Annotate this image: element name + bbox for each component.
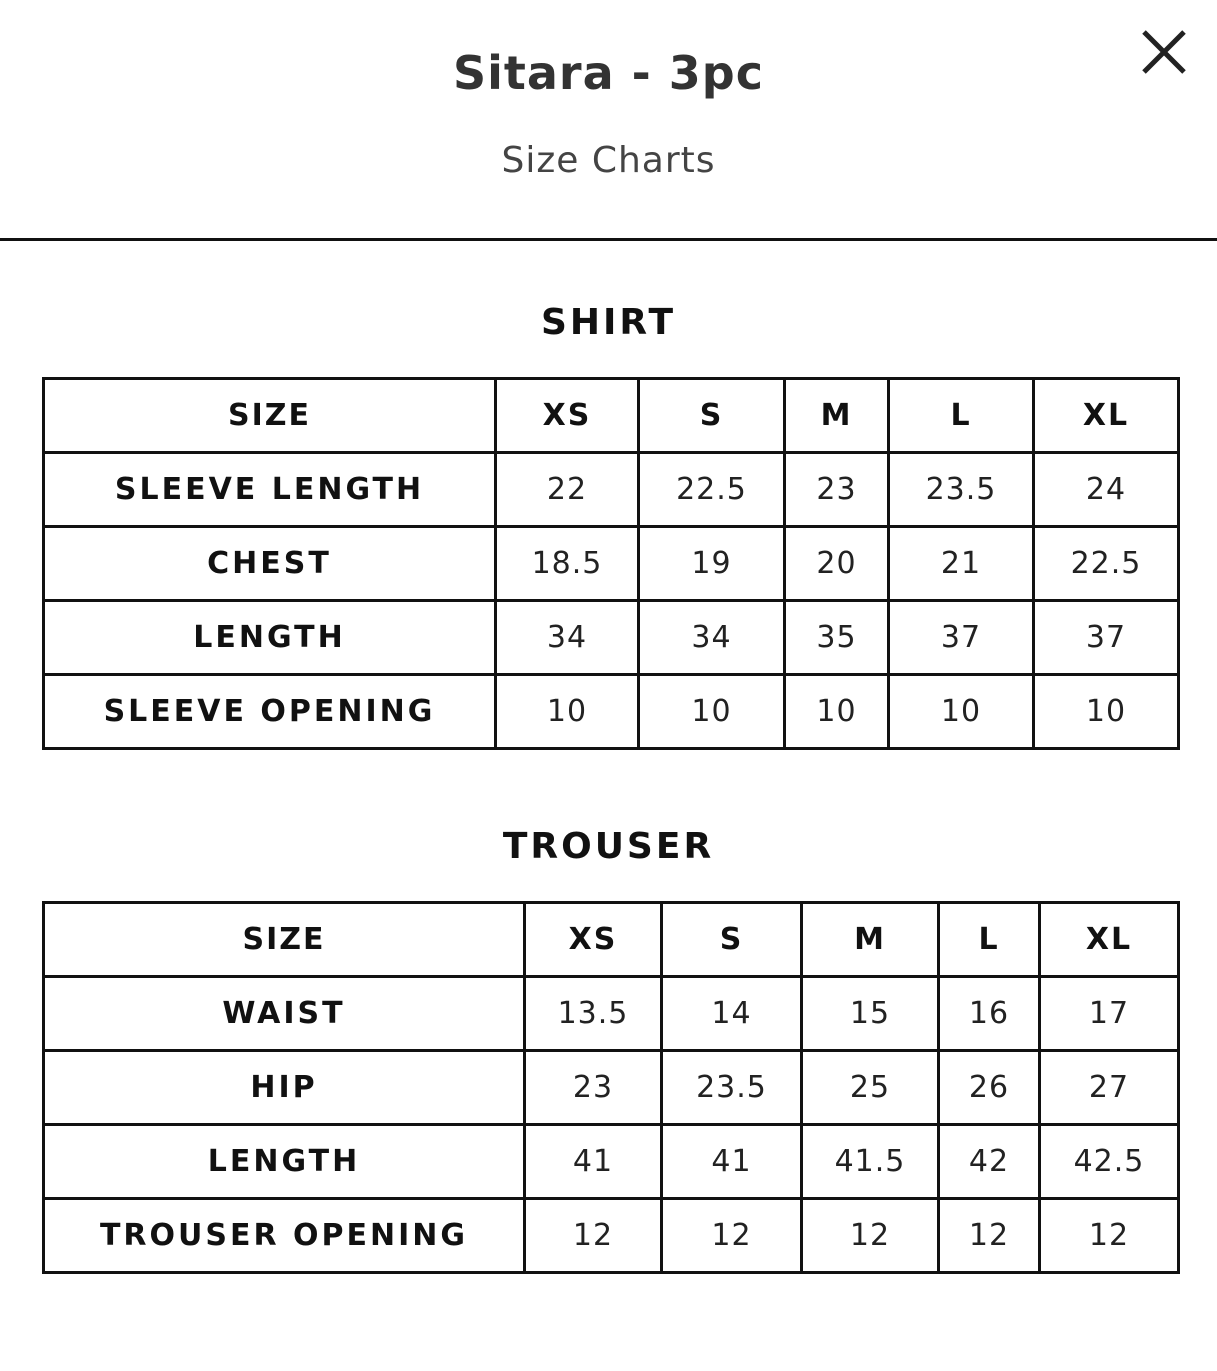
column-header: SIZE <box>44 379 496 453</box>
table-cell: 35 <box>785 601 889 675</box>
table-cell: 10 <box>639 675 785 749</box>
column-header: S <box>662 903 802 977</box>
shirt-size-table <box>42 377 1180 750</box>
table-cell: 12 <box>525 1199 662 1273</box>
table-row <box>44 1051 1179 1125</box>
table-cell: 23.5 <box>662 1051 802 1125</box>
table-row <box>44 1199 1179 1273</box>
table-row <box>44 675 1179 749</box>
row-label: LENGTH <box>44 601 496 675</box>
table-cell: 10 <box>889 675 1034 749</box>
table-cell: 25 <box>802 1051 939 1125</box>
close-button[interactable] <box>1132 20 1196 84</box>
column-header: M <box>785 379 889 453</box>
table-cell: 34 <box>639 601 785 675</box>
shirt-section-title: SHIRT <box>540 302 677 343</box>
row-label: WAIST <box>44 977 525 1051</box>
table-cell: 17 <box>1040 977 1179 1051</box>
table-cell: 41 <box>525 1125 662 1199</box>
table-cell: 10 <box>1034 675 1179 749</box>
row-label: SLEEVE LENGTH <box>44 453 496 527</box>
row-label: TROUSER OPENING <box>44 1199 525 1273</box>
table-cell: 10 <box>785 675 889 749</box>
table-cell: 37 <box>889 601 1034 675</box>
size-charts-subtitle: Size Charts <box>501 140 716 181</box>
table-cell: 24 <box>1034 453 1179 527</box>
table-cell: 41 <box>662 1125 802 1199</box>
table-cell: 23.5 <box>889 453 1034 527</box>
column-header: M <box>802 903 939 977</box>
table-row <box>44 601 1179 675</box>
table-cell: 15 <box>802 977 939 1051</box>
table-cell: 42 <box>939 1125 1040 1199</box>
row-label: SLEEVE OPENING <box>44 675 496 749</box>
column-header: S <box>639 379 785 453</box>
trouser-section-title: TROUSER <box>502 826 715 867</box>
table-row <box>44 453 1179 527</box>
table-row <box>44 527 1179 601</box>
table-row <box>44 977 1179 1051</box>
close-icon <box>1132 20 1196 84</box>
table-cell: 10 <box>496 675 639 749</box>
table-cell: 13.5 <box>525 977 662 1051</box>
trouser-size-table <box>42 901 1180 1274</box>
table-cell: 12 <box>662 1199 802 1273</box>
column-header: XS <box>525 903 662 977</box>
column-header: SIZE <box>44 903 525 977</box>
table-cell: 22.5 <box>639 453 785 527</box>
table-cell: 26 <box>939 1051 1040 1125</box>
column-header: XS <box>496 379 639 453</box>
column-header: XL <box>1040 903 1179 977</box>
table-cell: 27 <box>1040 1051 1179 1125</box>
table-cell: 12 <box>939 1199 1040 1273</box>
table-cell: 23 <box>525 1051 662 1125</box>
row-label: LENGTH <box>44 1125 525 1199</box>
table-cell: 12 <box>1040 1199 1179 1273</box>
column-header: XL <box>1034 379 1179 453</box>
table-cell: 18.5 <box>496 527 639 601</box>
table-cell: 19 <box>639 527 785 601</box>
product-title: Sitara - 3pc <box>453 46 764 100</box>
table-cell: 20 <box>785 527 889 601</box>
table-header-row <box>44 379 1179 453</box>
size-chart-header <box>0 0 1217 241</box>
table-cell: 14 <box>662 977 802 1051</box>
table-row <box>44 1125 1179 1199</box>
table-cell: 22 <box>496 453 639 527</box>
table-header-row <box>44 903 1179 977</box>
row-label: HIP <box>44 1051 525 1125</box>
table-cell: 34 <box>496 601 639 675</box>
column-header: L <box>939 903 1040 977</box>
table-cell: 12 <box>802 1199 939 1273</box>
table-cell: 21 <box>889 527 1034 601</box>
column-header: L <box>889 379 1034 453</box>
table-cell: 22.5 <box>1034 527 1179 601</box>
table-cell: 37 <box>1034 601 1179 675</box>
table-cell: 16 <box>939 977 1040 1051</box>
table-cell: 41.5 <box>802 1125 939 1199</box>
table-cell: 42.5 <box>1040 1125 1179 1199</box>
table-cell: 23 <box>785 453 889 527</box>
row-label: CHEST <box>44 527 496 601</box>
